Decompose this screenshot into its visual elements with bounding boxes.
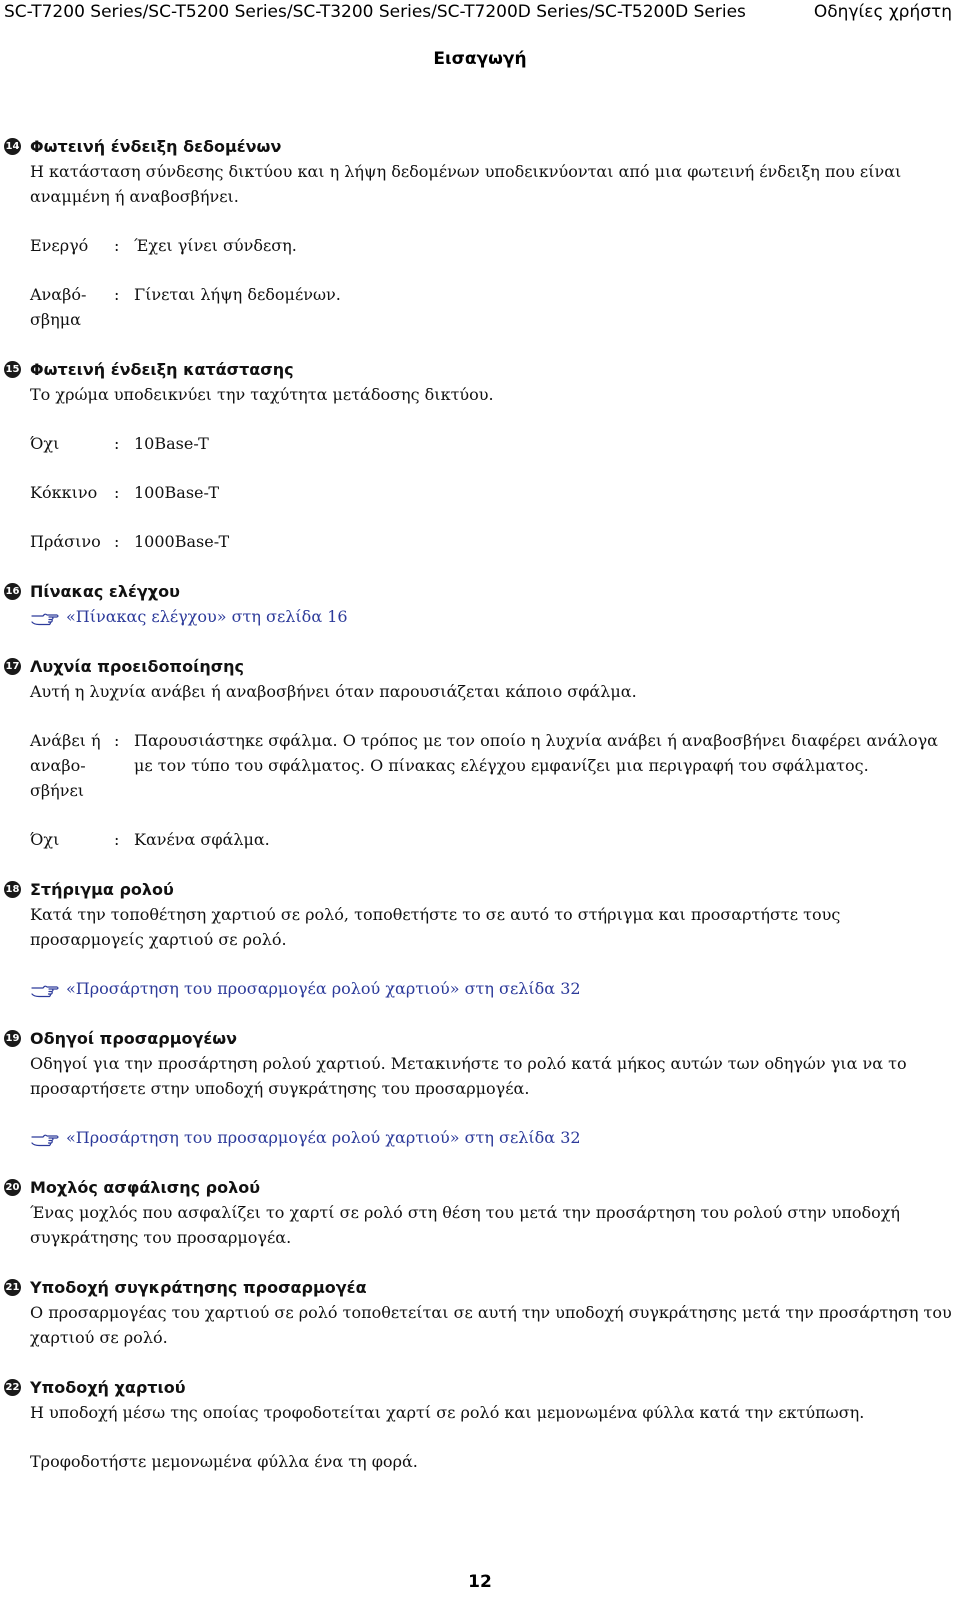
definition-term: Πράσινο bbox=[30, 532, 101, 551]
page-number: 12 bbox=[468, 1572, 492, 1592]
definition-row bbox=[30, 827, 954, 852]
definition-row bbox=[30, 282, 954, 332]
cross-reference-text[interactable]: «Προσάρτηση του προσαρμογέα ρολού χαρτιού» στη σελίδα 32 bbox=[66, 979, 581, 998]
list-item-17 bbox=[4, 654, 954, 852]
definition-desc: 100Base-T bbox=[134, 483, 220, 502]
definition-list bbox=[30, 431, 954, 554]
definition-desc: Έχει γίνει σύνδεση. bbox=[134, 236, 297, 255]
definition-term: Όχι bbox=[30, 830, 60, 849]
definition-colon: : bbox=[114, 532, 120, 551]
page-header bbox=[0, 0, 960, 24]
list-item-18 bbox=[4, 877, 954, 1001]
cross-reference-text[interactable]: «Προσάρτηση του προσαρμογέα ρολού χαρτιού» στη σελίδα 32 bbox=[66, 1128, 581, 1147]
item-description: Το χρώμα υποδεικνύει την ταχύτητα μετάδοσης δικτύου. bbox=[30, 385, 494, 404]
item-title: Λυχνία προειδοποίησης bbox=[30, 657, 245, 676]
item-title: Υποδοχή συγκράτησης προσαρμογέα bbox=[30, 1278, 367, 1297]
item-description: Κατά την τοποθέτηση χαρτιού σε ρολό, τοποθετήστε το σε αυτό το στήριγμα και προσαρτήστε τους προσαρμογείς χαρτιού σε ρολό. bbox=[30, 905, 841, 949]
cross-reference-link[interactable] bbox=[30, 604, 954, 629]
list-item-20 bbox=[4, 1175, 954, 1250]
document-type: Οδηγίες χρήστη bbox=[813, 2, 952, 22]
definition-row bbox=[30, 431, 954, 456]
list-item-19 bbox=[4, 1026, 954, 1150]
item-number-badge: 20 bbox=[4, 1179, 21, 1196]
item-title: Μοχλός ασφάλισης ρολού bbox=[30, 1178, 260, 1197]
definition-desc: Γίνεται λήψη δεδομένων. bbox=[134, 285, 341, 304]
definition-term: Ανάβει ή αναβο-σβήνει bbox=[30, 731, 101, 800]
item-number-badge: 16 bbox=[4, 583, 21, 600]
definition-colon: : bbox=[114, 731, 120, 750]
cross-reference-link[interactable] bbox=[30, 976, 954, 1001]
pointing-hand-icon bbox=[30, 1128, 60, 1148]
section-title: Εισαγωγή bbox=[433, 49, 527, 69]
list-item-16 bbox=[4, 579, 954, 629]
definition-colon: : bbox=[114, 830, 120, 849]
item-description: Αυτή η λυχνία ανάβει ή αναβοσβήνει όταν παρουσιάζεται κάποιο σφάλμα. bbox=[30, 682, 637, 701]
definition-list bbox=[30, 233, 954, 332]
definition-term: Κόκκινο bbox=[30, 483, 98, 502]
item-number-badge: 21 bbox=[4, 1279, 21, 1296]
definition-row bbox=[30, 728, 954, 803]
definition-row bbox=[30, 233, 954, 258]
definition-colon: : bbox=[114, 434, 120, 453]
item-title: Φωτεινή ένδειξη κατάστασης bbox=[30, 360, 294, 379]
definition-list bbox=[30, 728, 954, 852]
definition-term: Όχι bbox=[30, 434, 60, 453]
definition-colon: : bbox=[114, 285, 120, 304]
item-title: Υποδοχή χαρτιού bbox=[30, 1378, 186, 1397]
item-number-badge: 14 bbox=[4, 138, 21, 155]
pointing-hand-icon bbox=[30, 979, 60, 999]
definition-row bbox=[30, 480, 954, 505]
definition-colon: : bbox=[114, 483, 120, 502]
item-number-badge: 19 bbox=[4, 1030, 21, 1047]
item-description: Οδηγοί για την προσάρτηση ρολού χαρτιού. Μετακινήστε το ρολό κατά μήκος αυτών των οδηγών για να το προσαρτήσετε στην υποδοχή συγκράτησης του προσαρμογέα. bbox=[30, 1054, 907, 1098]
definition-desc: 10Base-T bbox=[134, 434, 209, 453]
item-note: Τροφοδοτήστε μεμονωμένα φύλλα ένα τη φορά. bbox=[30, 1452, 418, 1471]
item-description: Η κατάσταση σύνδεσης δικτύου και η λήψη δεδομένων υποδεικνύονται από μια φωτεινή ένδειξη που είναι αναμμένη ή αναβοσβήνει. bbox=[30, 162, 902, 206]
document-title: SC-T7200 Series/SC-T5200 Series/SC-T3200 Series/SC-T7200D Series/SC-T5200D Series bbox=[4, 2, 746, 22]
list-item-14 bbox=[4, 134, 954, 332]
item-title: Στήριγμα ρολού bbox=[30, 880, 174, 899]
item-title: Πίνακας ελέγχου bbox=[30, 582, 180, 601]
pointing-hand-icon bbox=[30, 607, 60, 627]
definition-term: Ενεργό bbox=[30, 236, 89, 255]
definition-colon: : bbox=[114, 236, 120, 255]
item-title: Φωτεινή ένδειξη δεδομένων bbox=[30, 137, 282, 156]
item-number-badge: 15 bbox=[4, 361, 21, 378]
item-description: Η υποδοχή μέσω της οποίας τροφοδοτείται χαρτί σε ρολό και μεμονωμένα φύλλα κατά την εκτύπωση. bbox=[30, 1403, 865, 1422]
item-number-badge: 18 bbox=[4, 881, 21, 898]
item-number-badge: 17 bbox=[4, 658, 21, 675]
list-item-21 bbox=[4, 1275, 954, 1350]
item-number-badge: 22 bbox=[4, 1379, 21, 1396]
cross-reference-text[interactable]: «Πίνακας ελέγχου» στη σελίδα 16 bbox=[66, 607, 348, 626]
item-description: Ο προσαρμογέας του χαρτιού σε ρολό τοποθετείται σε αυτή την υποδοχή συγκράτησης μετά την προσάρτηση του χαρτιού σε ρολό. bbox=[30, 1303, 952, 1347]
item-title: Οδηγοί προσαρμογέων bbox=[30, 1029, 238, 1048]
list-item-22 bbox=[4, 1375, 954, 1474]
cross-reference-link[interactable] bbox=[30, 1125, 954, 1150]
definition-desc: 1000Base-T bbox=[134, 532, 230, 551]
item-description: Ένας μοχλός που ασφαλίζει το χαρτί σε ρολό στη θέση του μετά την προσάρτηση του ρολού στην υποδοχή συγκράτησης του προσαρμογέα. bbox=[30, 1203, 901, 1247]
list-item-15 bbox=[4, 357, 954, 554]
definition-desc: Κανένα σφάλμα. bbox=[134, 830, 270, 849]
definition-desc: Παρουσιάστηκε σφάλμα. Ο τρόπος με τον οποίο η λυχνία ανάβει ή αναβοσβήνει διαφέρει ανάλογα με τον τύπο του σφάλματος. Ο πίνακας ελέγχου εμφανίζει μια περιγραφή του σφάλματος. bbox=[134, 731, 938, 775]
definition-term: Αναβό-σβημα bbox=[30, 285, 87, 329]
definition-row bbox=[30, 529, 954, 554]
item-list bbox=[4, 134, 954, 1499]
